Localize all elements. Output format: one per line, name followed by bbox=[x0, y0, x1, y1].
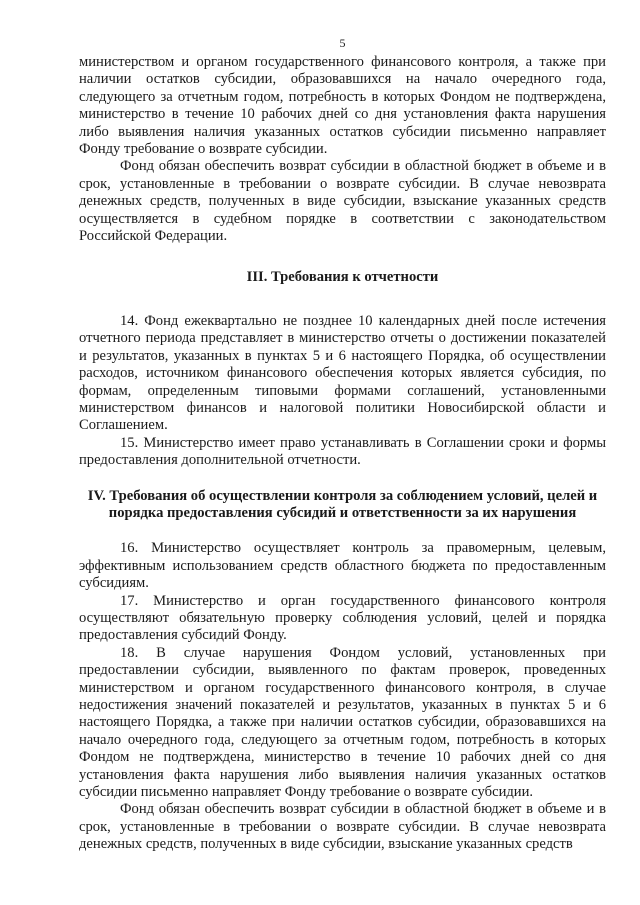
paragraph-return-obligation-1: Фонд обязан обеспечить возврат субсидии в областной бюджет в объеме и в срок, установленные в требовании о возврате субсидии. В случае невозврата денежных средств, полученных в виде субсидии, взыскание указанных средств осуществляется в судебном порядке в соответствии с законодательством Российской Федерации. bbox=[79, 158, 606, 245]
paragraph-return-obligation-2: Фонд обязан обеспечить возврат субсидии в областной бюджет в объеме и в срок, установленные в требовании о возврате субсидии. В случае невозврата денежных средств, полученных в виде субсидии, взыскание указанных средств bbox=[79, 801, 606, 853]
paragraph-16: 16. Министерство осуществляет контроль за правомерным, целевым, эффективным использованием средств областного бюджета по предоставленным субсидиям. bbox=[79, 540, 606, 592]
paragraph-14: 14. Фонд ежеквартально не позднее 10 календарных дней после истечения отчетного периода представляет в министерство отчеты о достижении показателей и результатов, указанных в пунктах 5 и 6 настоящего Порядка, об осуществлении расходов, источником финансового обеспечения которых является субсидия, по формам, определенным типовыми формами соглашений, установленными министерством финансов и налоговой политики Новосибирской области и Соглашением. bbox=[79, 312, 606, 434]
page-number: 5 bbox=[339, 36, 346, 50]
paragraph-15: 15. Министерство имеет право устанавливать в Соглашении сроки и формы предоставления дополнительной отчетности. bbox=[79, 434, 606, 469]
section-heading-4: IV. Требования об осуществлении контроля за соблюдением условий, целей и порядка предоставления субсидий и ответственности за их нарушения bbox=[87, 487, 598, 521]
paragraph-18: 18. В случае нарушения Фондом условий, установленных при предоставлении субсидии, выявленного по фактам проверок, проведенных министерством и органом государственного финансового контроля, в случае недостижения значений показателей и результатов, указанных в пунктах 5 и 6 настоящего Порядка, а также при наличии остатков субсидии, образовавшихся на начало очередного года, следующего за отчетным годом, потребность в которых Фондом не подтверждена, министерство в течение 10 рабочих дней со дня установления факта нарушения либо выявления наличия указанных остатков субсидии письменно направляет Фонду требование о возврате субсидии. bbox=[79, 644, 606, 801]
paragraph-continuation: министерством и органом государственного финансового контроля, а также при наличии остатков субсидии, образовавшихся на начало очередного года, следующего за отчетным годом, потребность в которых Фондом не подтверждена, министерство в течение 10 рабочих дней со дня установления факта нарушения либо выявления наличия указанных остатков субсидии письменно направляет Фонду требование о возврате субсидии. bbox=[79, 54, 606, 158]
paragraph-17: 17. Министерство и орган государственного финансового контроля осуществляют обязательную проверку соблюдения условий, целей и порядка предоставления субсидий Фонду. bbox=[79, 592, 606, 644]
section-heading-3: III. Требования к отчетности bbox=[246, 269, 439, 286]
